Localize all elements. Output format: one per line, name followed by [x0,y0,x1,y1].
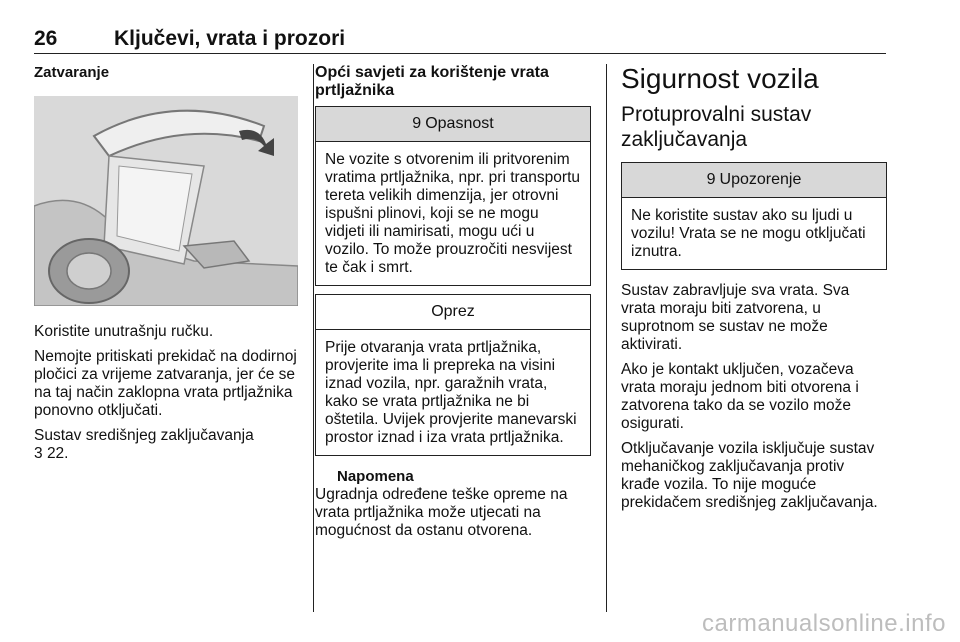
watermark: carmanualsonline.info [702,610,946,637]
caution-title: Oprez [431,303,475,320]
column-1 [34,64,300,470]
page-title: Ključevi, vrata i prozori [114,27,346,50]
warning-title: Upozorenje [719,171,802,188]
paragraph: Koristite unutrašnju ručku. [34,323,214,340]
section-heading: Opći savjeti za korištenje vrata prtljažnika [315,64,549,99]
paragraph: Nemojte pritiskati prekidač na dodirnoj pločici za vrijeme zatvaranja, jer će se na taj način zaklopna vrata prtljažnika ponovno otključati. [34,348,297,419]
page-header [34,27,886,54]
section-heading: Protuprovalni sustav zaključavanja [621,103,812,151]
caution-text: Prije otvaranja vrata prtljažnika, provjerite ima li prepreka na visini iznad vozila, npr. garažnih vrata, kako se vrata prtljažnika ne bi oštetila. Uvijek provjerite manevarski prostor iznad i iza vrata prtljažnika. [325,339,577,446]
column-divider [606,64,607,612]
warning-text: Ne koristite sustav ako su ljudi u vozilu! Vrata se ne mogu otključati iznutra. [631,207,866,260]
note-label: Napomena [337,468,414,485]
warning-box [621,162,887,270]
danger-box [315,106,591,286]
page-ref-link[interactable]: 22. [46,445,69,462]
column-3 [621,64,887,519]
danger-text: Ne vozite s otvorenim ili pritvorenim vratima prtljažnika, npr. pri transportu tereta velikih dimenzija, jer otrovni ispušni plinovi, koji se ne mogu vidjeti ili namirisati, mogu ući u vozilo. To može prouzročiti nesvijest te čak i smrt. [325,151,580,276]
tailgate-illustration [34,96,298,306]
danger-title: Opasnost [425,115,494,132]
page-ref-arrow-icon: 3 [34,445,43,462]
paragraph: Otključavanje vozila isključuje sustav mehaničkog zaključavanja protiv krađe vozila. To nije moguće prekidačem središnjeg zaključavanja. [621,440,878,511]
paragraph: Ako je kontakt uključen, vozačeva vrata moraju jednom biti otvorena i zatvorena tako da se vozilo može osigurati. [621,361,859,432]
paragraph [34,427,300,463]
danger-header [316,107,590,142]
warning-header [622,163,886,198]
column-divider [313,64,314,612]
note-text: Ugradnja određene teške opreme na vrata prtljažnika može utjecati na mogućnost da ostanu otvorena. [315,486,568,539]
paragraph: Sustav zabravljuje sva vrata. Sva vrata moraju biti zatvorena, u suprotnom se sustav ne može aktivirati. [621,282,850,353]
warning-triangle-icon: 9 [706,171,716,188]
cross-reference-label: Sustav središnjeg zaključavanja [34,427,254,444]
caution-header [316,295,590,330]
chapter-heading: Sigurnost vozila [621,63,819,94]
caution-box [315,294,591,456]
page-number: 26 [34,27,58,50]
warning-triangle-icon: 9 [412,115,422,132]
section-heading: Zatvaranje [34,64,110,81]
column-2 [315,64,591,540]
